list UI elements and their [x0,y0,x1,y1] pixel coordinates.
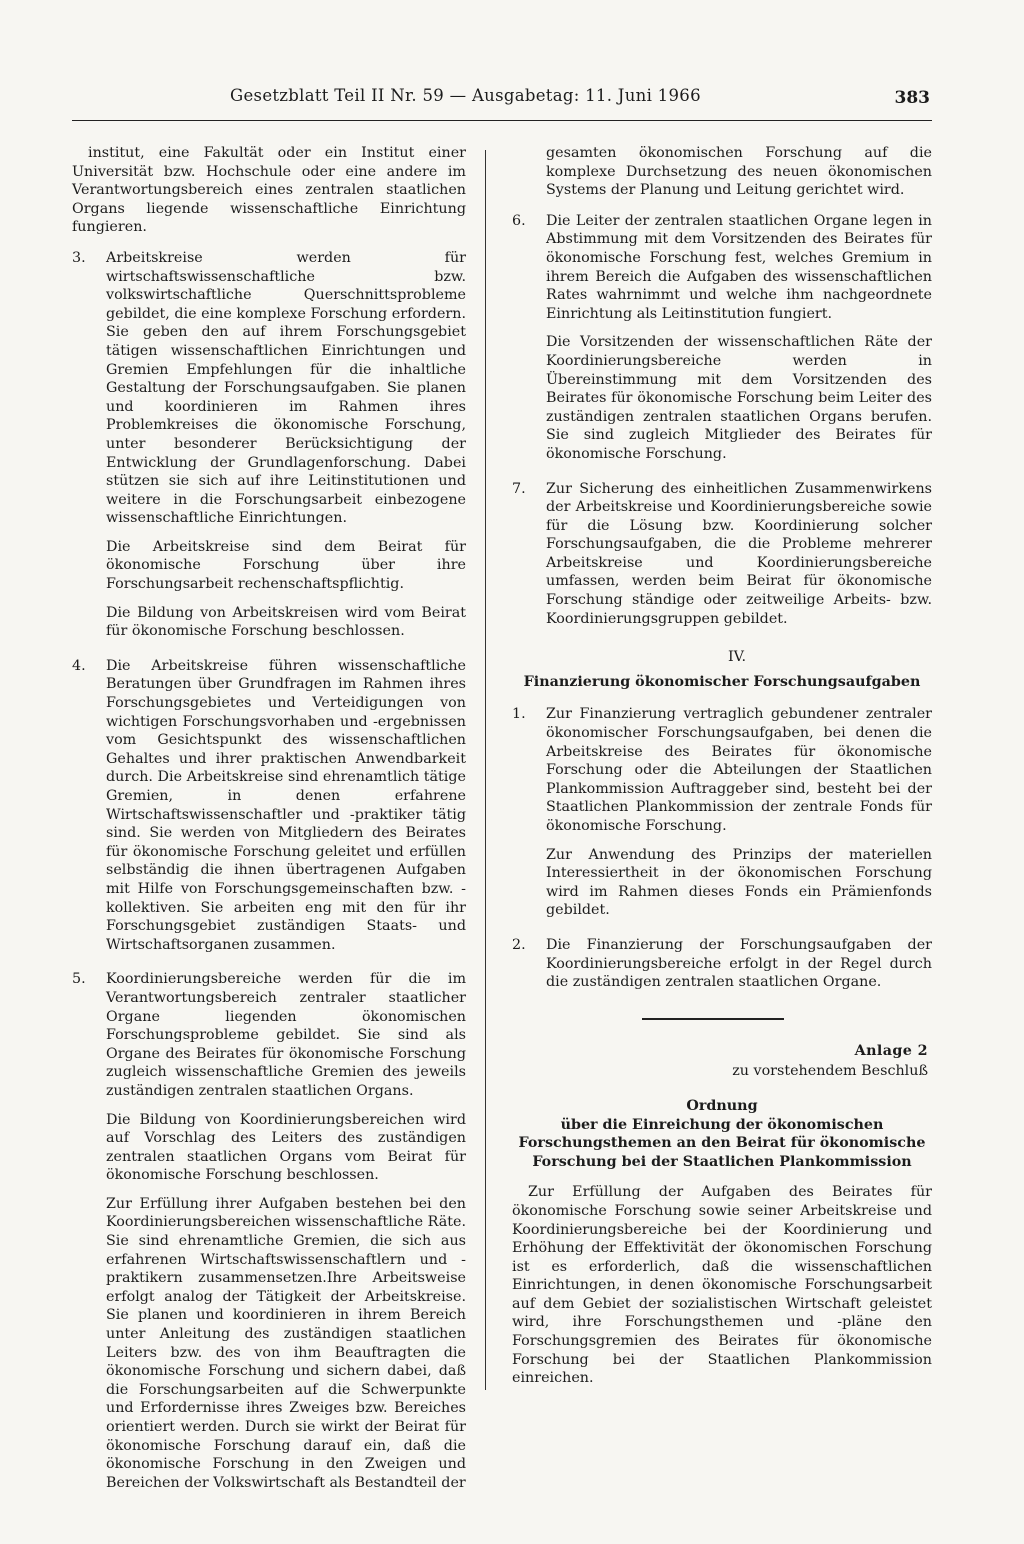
item-paragraph: Die Finanzierung der Forschungsaufgaben der Koordinierungsbereiche erfolgt in der Regel durch die zuständigen zentralen staatlichen Organe. [546,936,932,991]
ordinance-title: Ordnung [686,1097,758,1114]
item-number: 5. [72,971,86,988]
item-number: 3. [72,249,86,266]
continuation-paragraph: institut, eine Fakultät oder ein Institut einer Universität bzw. Hochschule oder eine andere im Verantwortungsbereich eines zentralen staatlichen Organs liegende wissenschaftliche Einrichtung fungieren. [72,145,466,236]
column-divider [485,150,486,1390]
item-paragraph: Arbeitskreise werden für wirtschaftswissenschaftliche bzw. volkswirtschaftliche Querschnittsprobleme gebildet, die eine komplexe Forschung erfordern. Sie geben den auf ihrem Forschungsgebiet tätigen wissenschaftlichen Einrichtungen und Gremien Empfehlungen für die inhaltliche Gestaltung der Forschungsaufgaben. Sie planen und koordinieren im Rahmen ihres Problemkreises die ökonomische Forschung, unter besonderer Berücksichtigung der Entwicklung der Grundlagenforschung. Dabei stützen sie sich auf ihre Leitinstitutionen und weitere in die Forschungsarbeit einbezogene wissenschaftliche Einrichtungen. [106,249,466,527]
separator-rule [642,1018,784,1020]
list-item-5 [72,970,466,1492]
ordinance-subtitle: über die Einreichung der ökonomischen Forschungsthemen an den Beirat für ökonomische Forschung bei der Staatlichen Plankommission [518,1116,926,1170]
item-paragraph: Die Leiter der zentralen staatlichen Organe legen in Abstimmung mit dem Vorsitzenden des Beirates für ökonomische Forschung fest, welches Gremium in ihrem Bereich die Aufgaben des wissenschaftlichen Rates wahrnimmt und welche ihm nachgeordnete Einrichtung als Leitinstitution fungiert. [546,212,932,322]
annex-reference: zu vorstehendem Beschluß [732,1063,928,1080]
left-column [72,144,466,1508]
section-number: IV. [727,649,747,666]
item-number: 6. [512,212,526,229]
section-item-2 [512,936,932,992]
item-paragraph: Die Bildung von Arbeitskreisen wird vom Beirat für ökonomische Forschung beschlossen. [106,604,466,640]
item-paragraph: Zur Anwendung des Prinzips der materiellen Interessiertheit in der ökonomischen Forschung wird im Rahmen dieses Fonds ein Prämienfonds gebildet. [546,846,932,919]
list-item-6 [512,212,932,464]
item-paragraph: Die Vorsitzenden der wissenschaftlichen Räte der Koordinierungsbereiche werden in Übereinstimmung mit dem Vorsitzenden des Beirates für ökonomische Forschung beim Leiter des zuständigen zentralen staatlichen Organs berufen. Sie sind zugleich Mitglieder des Beirates für ökonomische Forschung. [546,334,932,462]
ordinance-body: Zur Erfüllung der Aufgaben des Beirates für ökonomische Forschung sowie seiner Arbeitskreise und Koordinierungsbereiche bei der Koordinierung und Erhöhung der Effektivität der ökonomischen Forschung ist es erforderlich, daß die wissenschaftlichen Einrichtungen, in denen ökonomische Forschungsarbeit auf dem Gebiet der sozialistischen Wirtschaft geleistet wird, ihre Forschungsthemen und -pläne den Forschungsgremien des Beirates für ökonomische Forschung bei der Staatlichen Plankommission einreichen. [512,1184,932,1387]
item-paragraph: Zur Sicherung des einheitlichen Zusammenwirkens der Arbeitskreise und Koordinierungsbereiche sowie für die Lösung bzw. Koordinierung solcher Forschungsaufgaben, die die Probleme mehrerer Arbeitskreise und Koordinierungsbereiche umfassen, werden beim Beirat für ökonomische Forschung ständige oder zeitweilige Arbeits- bzw. Koordinierungsgruppen gebildet. [546,480,932,627]
item-paragraph: Koordinierungsbereiche werden für die im Verantwortungsbereich zentraler staatlicher Organe liegenden ökonomischen Forschungsprobleme gebildet. Sie sind als Organe des Beirates für ökonomische Forschung zugleich wissenschaftliche Gremien des jeweils zuständigen zentralen staatlichen Organs. [106,971,466,1099]
continuation-paragraph: gesamten ökonomischen Forschung auf die komplexe Durchsetzung des neuen ökonomischen Systems der Planung und Leitung gerichtet wird. [546,145,932,199]
right-column [512,144,932,1398]
item-paragraph: Die Arbeitskreise führen wissenschaftliche Beratungen über Grundfragen im Rahmen ihres Forschungsgebietes und Verteidigungen von wichtigen Forschungsvorhaben und -ergebnissen vom Gesichtspunkt des wissenschaftlichen Gehaltes und ihrer praktischen Anwendbarkeit durch. Die Arbeitskreise sind ehrenamtlich tätige Gremien, in denen erfahrene Wirtschaftswissenschaftler und -praktiker tätig sind. Sie werden von Mitgliedern des Beirates für ökonomische Forschung geleitet und erfüllen selbständig die ihnen übertragenen Aufgaben mit Hilfe von Forschungsgemeinschaften bzw. -kollektiven. Sie arbeiten eng mit den für ihr Forschungsgebiet zuständigen Staats- und Wirtschaftsorganen zusammen. [106,657,466,953]
item-paragraph: Zur Erfüllung ihrer Aufgaben bestehen bei den Koordinierungsbereichen wissenschaftliche Räte. Sie sind ehrenamtliche Gremien, die sich aus erfahrenen Wirtschaftswissenschaftlern und -praktikern zusammensetzen.Ihre Arbeitsweise erfolgt analog der Tätigkeit der Arbeitskreise. Sie planen und koordinieren in ihrem Bereich unter Anleitung des zuständigen staatlichen Leiters bzw. des von ihm Beauftragten die ökonomische Forschung und sichern dabei, daß die Forschungsarbeiten auf die Schwerpunkte und Erfordernisse ihres Zweiges bzw. Bereiches orientiert werden. Durch sie wirkt der Beirat für ökonomische Forschung darauf ein, daß die ökonomische Forschung in den Zweigen und Bereichen der Volkswirtschaft als Bestandteil der [106,1195,466,1491]
section-item-1 [512,705,932,920]
annex-label: Anlage 2 [854,1042,928,1059]
item-paragraph: Die Bildung von Koordinierungsbereichen wird auf Vorschlag des Leiters des zuständigen zentralen staatlichen Organs vom Beirat für ökonomische Forschung beschlossen. [106,1111,466,1184]
item-number: 7. [512,480,526,497]
section-title: Finanzierung ökonomischer Forschungsaufgaben [523,673,921,690]
header-rule [72,120,932,121]
list-item-4 [72,657,466,955]
item-paragraph: Zur Finanzierung vertraglich gebundener zentraler ökonomischer Forschungsaufgaben, bei denen die Arbeitskreise des Beirates für ökonomische Forschung oder die Abteilungen der Staatlichen Plankommission Auftraggeber sind, besteht bei der Staatlichen Plankommission der zentrale Fonds für ökonomische Forschung. [546,706,932,834]
item-number: 1. [512,706,526,723]
page-header [70,80,934,114]
page-number: 383 [894,88,930,108]
list-item-3 [72,249,466,641]
header-title: Gesetzblatt Teil II Nr. 59 — Ausgabetag: 11. Juni 1966 [230,86,701,105]
item-number: 4. [72,657,86,674]
list-item-7 [512,480,932,629]
item-paragraph: Die Arbeitskreise sind dem Beirat für ökonomische Forschung über ihre Forschungsarbeit rechenschaftspflichtig. [106,538,466,593]
item-number: 2. [512,936,526,953]
